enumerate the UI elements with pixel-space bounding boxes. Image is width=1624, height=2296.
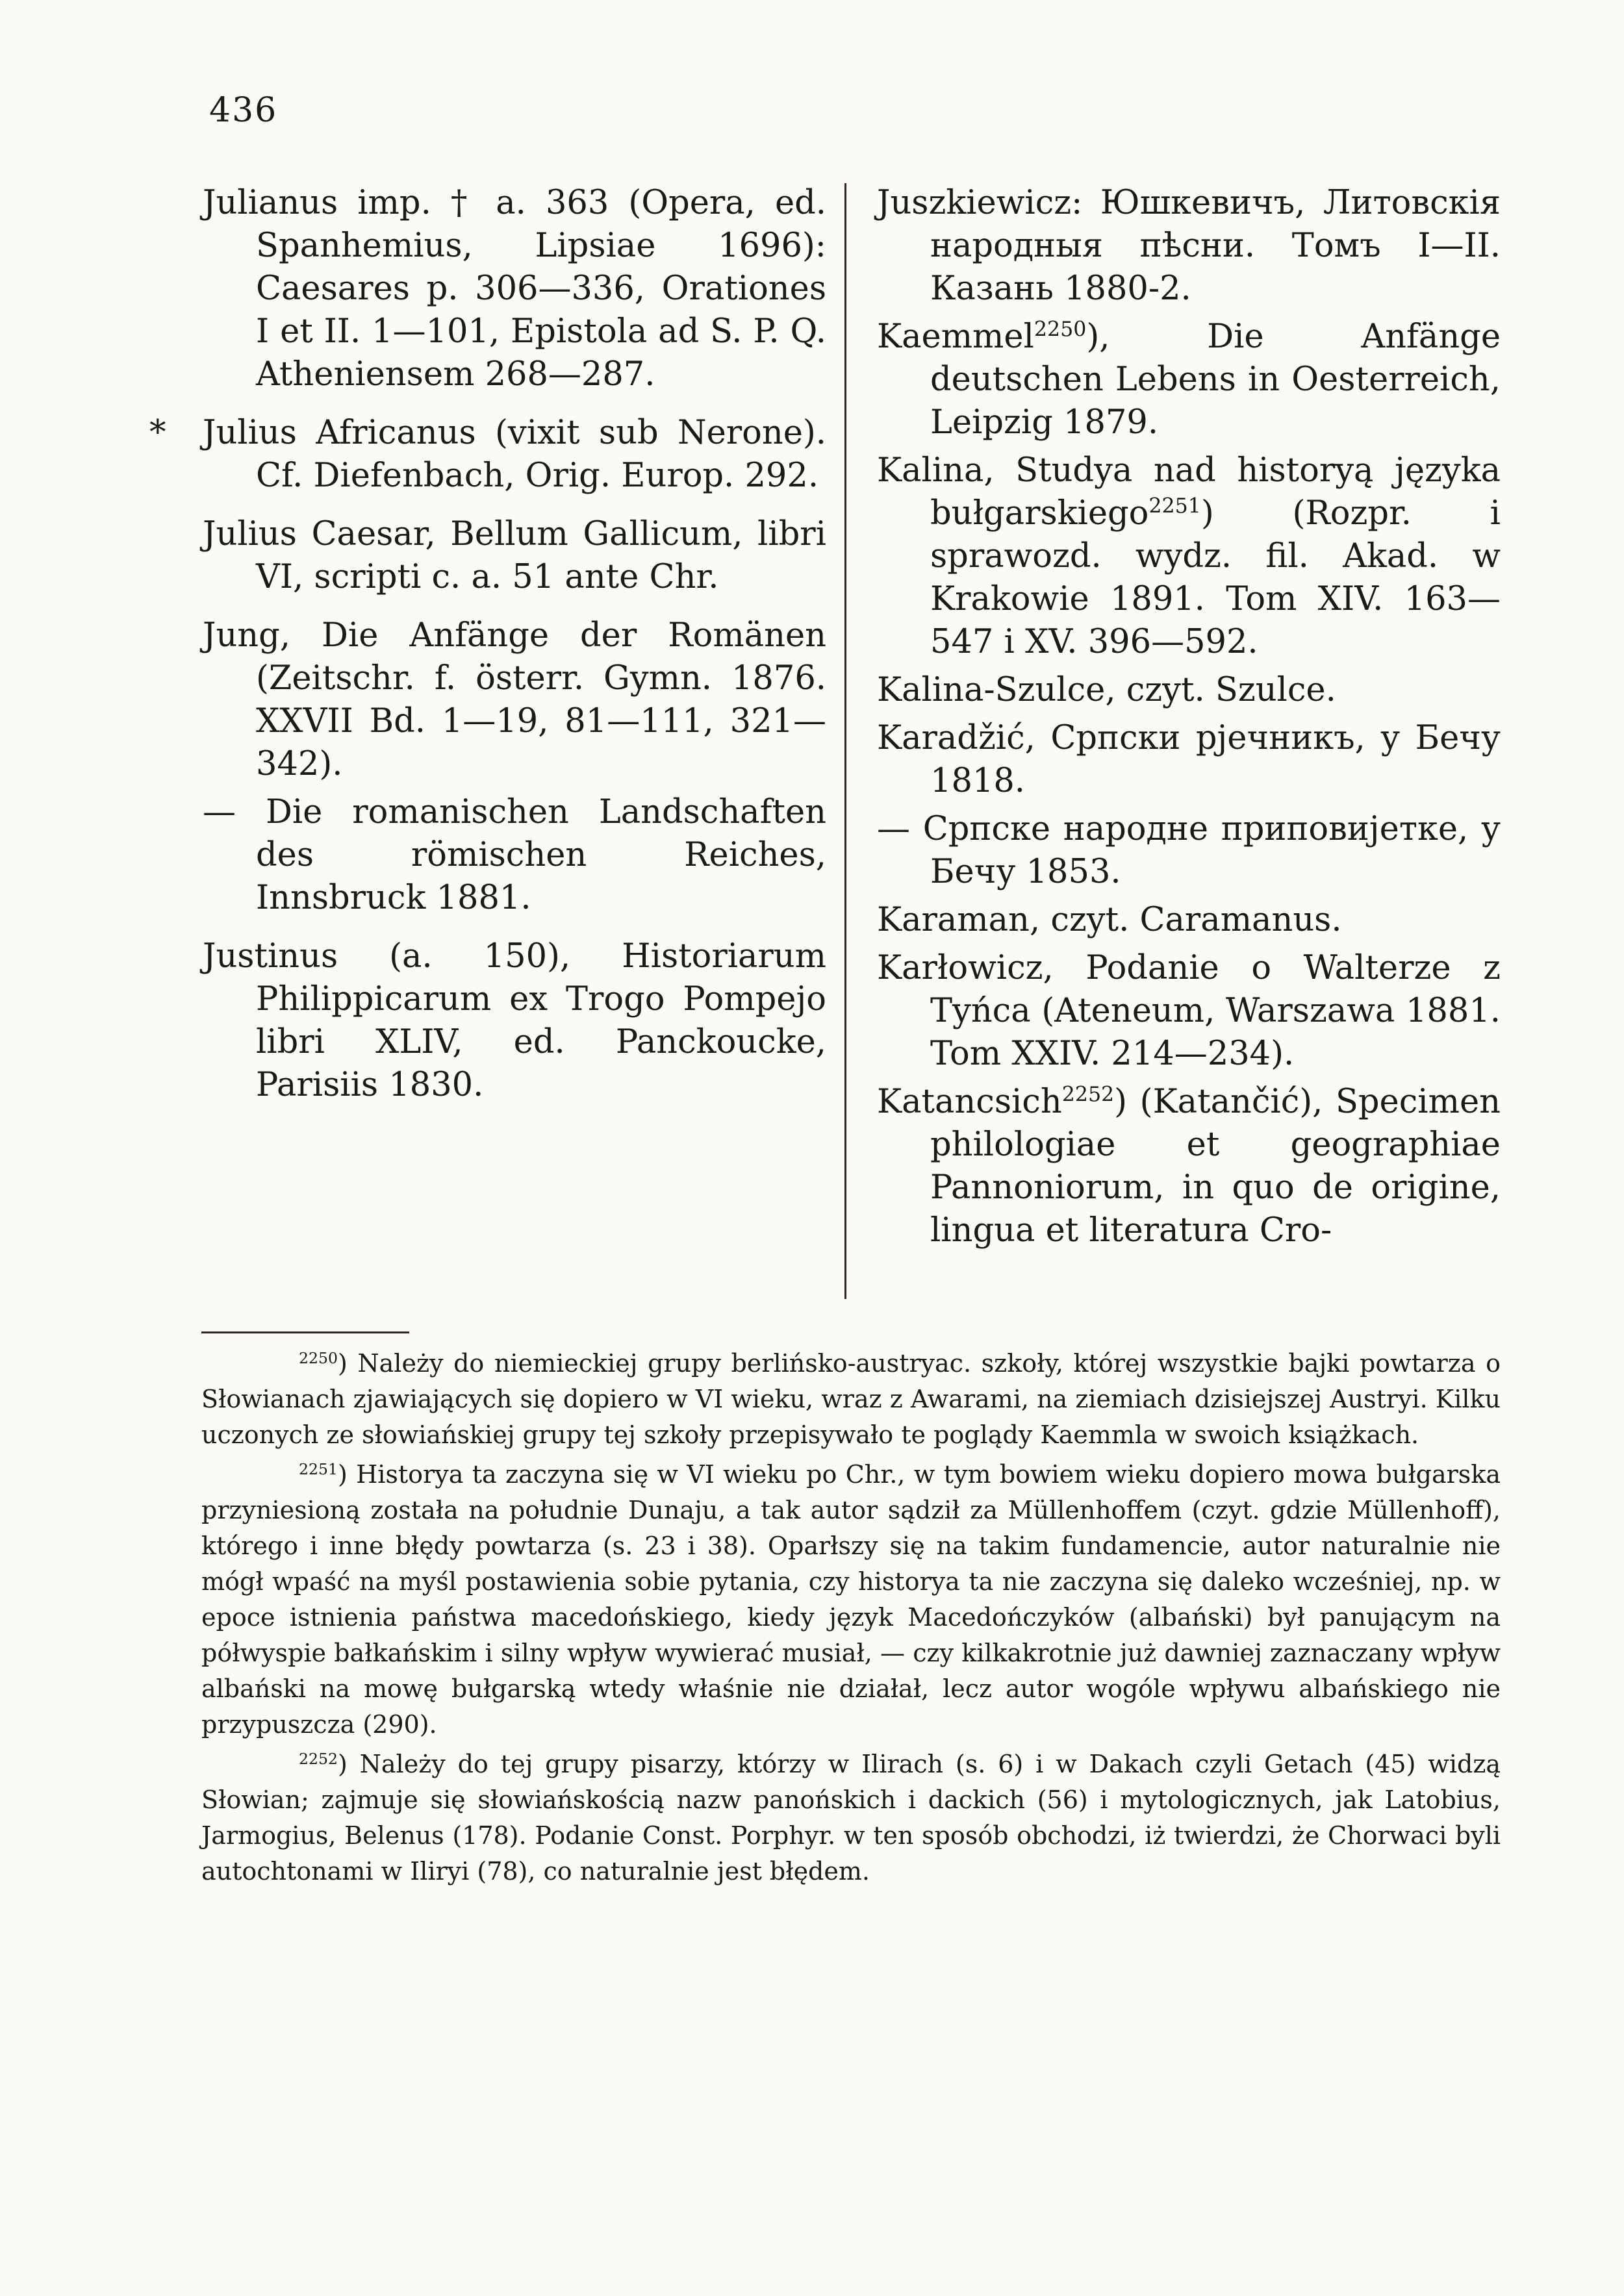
- footnote-2250: [201, 1346, 1501, 1453]
- entry-text: Kaemmel: [877, 318, 1034, 356]
- entry-julius-africanus: * Julius Africanus (vixit sub Nerone). Cf. Diefenbach, Orig. Europ. 292.: [149, 414, 826, 495]
- footnote-number: 2250: [299, 1349, 338, 1368]
- entry-text: ), Die Anfänge deutschen Lebens in Oesterreich, Leipzig 1879.: [930, 318, 1501, 442]
- entry-kalina: [877, 449, 1501, 664]
- footnote-2252: [201, 1747, 1501, 1889]
- entry-juszkiewicz: Juszkiewicz: Юшкевичъ, Литовскія народныя пѣсни. Томъ I—II. Казань 1880-2.: [877, 184, 1501, 308]
- footnote-ref: 2250: [1034, 318, 1087, 342]
- footnote-rule: [201, 1331, 409, 1333]
- entry-karadzic: Karadžić, Српски рјечникъ, у Бечу 1818.: [877, 719, 1501, 800]
- entry-katancsich: [877, 1081, 1501, 1252]
- footnote-text: ) Należy do tej grupy pisarzy, którzy w Ilirach (s. 6) i w Dakach czyli Getach (45) widzą Słowian; zajmuje się słowiańskością nazw panońskich i dackich (56) i mytologicznych, jak Latobius, Jarmogius, Belenus (178). Podanie Const. Porphyr. w ten sposób obchodzi, iż twierdzi, że Chorwaci byli autochtonami w Iliryi (78), co naturalnie jest błędem.: [201, 1750, 1501, 1886]
- entry-kaemmel: [877, 316, 1501, 444]
- entry-jung-landschaften: — Die romanischen Landschaften des römischen Reiches, Innsbruck 1881.: [203, 793, 826, 917]
- footnotes: [201, 1346, 1501, 1893]
- right-column: [877, 182, 1501, 1257]
- entry-karadzic-pripovijetke: — Српске народне приповијетке, у Бечу 1853.: [877, 810, 1501, 891]
- footnote-ref: 2252: [1061, 1083, 1115, 1107]
- entry-karaman: Karaman, czyt. Caramanus.: [877, 901, 1342, 939]
- column-divider: [844, 183, 846, 1299]
- entry-justinus: Justinus (a. 150), Historiarum Philippicarum ex Trogo Pompejo libri XLIV, ed. Panckoucke, Parisiis 1830.: [203, 937, 826, 1104]
- entry-kalina-szulce: Kalina-Szulce, czyt. Szulce.: [877, 671, 1336, 709]
- entry-julius-caesar: Julius Caesar, Bellum Gallicum, libri VI, scripti c. a. 51 ante Chr.: [203, 515, 826, 596]
- footnote-number: 2251: [299, 1460, 338, 1479]
- footnote-ref: 2251: [1148, 494, 1201, 518]
- page-number: 436: [209, 91, 278, 130]
- entry-julianus: Julianus imp. † a. 363 (Opera, ed. Spanhemius, Lipsiae 1696): Caesares p. 306—336, Orationes I et II. 1—101, Epistola ad S. P. Q. Atheniensem 268—287.: [203, 184, 826, 394]
- entry-text: Katancsich: [877, 1083, 1062, 1121]
- entry-text: ) (Katančić), Specimen philologiae et geographiae Pannoniorum, in quo de origine, lingua et literatura Cro-: [930, 1083, 1501, 1250]
- entry-jung: Jung, Die Anfänge der Romänen (Zeitschr. f. österr. Gymn. 1876. XXVII Bd. 1—19, 81—111, 321—342).: [203, 616, 826, 783]
- entry-karlowicz: Karłowicz, Podanie o Walterze z Tyńca (Ateneum, Warszawa 1881. Tom XXIV. 214—234).: [877, 949, 1501, 1073]
- entry-text: ) (Rozpr. i sprawozd. wydz. fil. Akad. w Krakowie 1891. Tom XIV. 163—547 i XV. 396—592.: [930, 494, 1501, 661]
- entry-text: Kalina, Studya nad historyą języka bułgarskiego: [877, 451, 1501, 533]
- left-column: [149, 182, 826, 1112]
- footnote-number: 2252: [299, 1750, 338, 1769]
- footnote-2251: [201, 1457, 1501, 1743]
- footnote-text: ) Należy do niemieckiej grupy berlińsko-austryac. szkoły, której wszystkie bajki powtarza o Słowianach zjawiających się dopiero w VI wieku, wraz z Awarami, na ziemiach dzisiejszej Austryi. Kilku uczonych ze słowiańskiej grupy tej szkoły przepisywało te poglądy Kaemmla w swoich książkach.: [201, 1349, 1501, 1449]
- footnote-text: ) Historya ta zaczyna się w VI wieku po Chr., w tym bowiem wieku dopiero mowa bułgarska przyniesioną została na południe Dunaju, a tak autor sądził za Müllenhoffem (czyt. gdzie Müllenhoff), którego i inne błędy powtarza (s. 23 i 38). Oparłszy się na takim fundamencie, autor naturalnie nie mógł wpaść na myśl postawienia sobie pytania, czy historya ta nie zaczyna się daleko wcześniej, np. w epoce istnienia państwa macedońskiego, kiedy język Macedończyków (albański) był panującym na półwyspie bałkańskim i silny wpływ wywierać musiał, — czy kilkakrotnie już dawniej zaznaczany wpływ albański na mowę bułgarską wtedy właśnie nie działał, lecz autor wogóle wpływu albańskiego nie przypuszcza (290).: [201, 1460, 1501, 1739]
- entry-text: Julius Africanus (vixit sub Nerone). Cf. Diefenbach, Orig. Europ. 292.: [203, 414, 826, 495]
